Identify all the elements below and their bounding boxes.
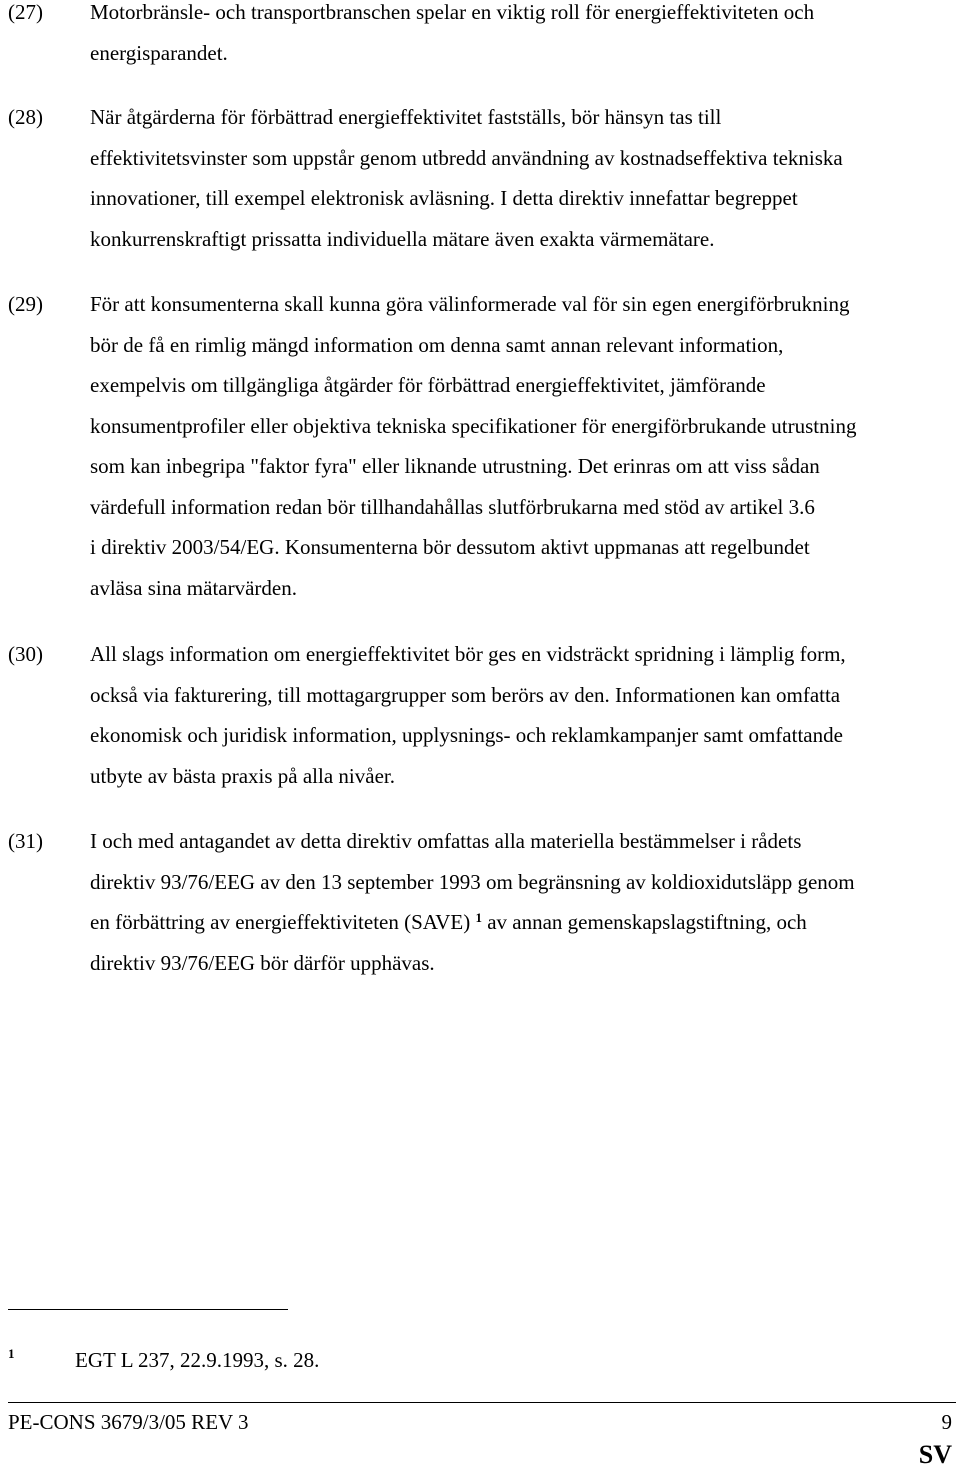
text-line: avläsa sina mätarvärden. xyxy=(90,575,297,600)
recital-text xyxy=(90,821,956,983)
recital-30 xyxy=(8,634,956,796)
text-line: bör de få en rimlig mängd information om denna samt annan relevant information, xyxy=(90,332,784,357)
document-reference: PE-CONS 3679/3/05 REV 3 xyxy=(8,1410,249,1434)
recital-text xyxy=(90,0,956,73)
recital-27 xyxy=(8,0,956,73)
text-line: också via fakturering, till mottagargrupper som berörs av den. Informationen kan omfatta xyxy=(90,682,841,707)
text-line: direktiv 93/76/EEG av den 13 september 1993 om begränsning av koldioxidutsläpp genom xyxy=(90,869,855,894)
text-line: direktiv 93/76/EEG bör därför upphävas. xyxy=(90,950,435,975)
recital-number: (30) xyxy=(8,642,43,666)
text-line: Motorbränsle- och transportbranschen spelar en viktig roll för energieffektiviteten och xyxy=(90,0,815,24)
text-line: konsumentprofiler eller objektiva tekniska specifikationer för energiförbrukande utrustning xyxy=(90,413,857,438)
recital-text xyxy=(90,97,956,259)
text-line: konkurrenskraftigt prissatta individuella mätare även exakta värmemätare. xyxy=(90,226,715,251)
recital-text xyxy=(90,284,956,608)
page-number: 9 xyxy=(941,1410,952,1434)
recital-number: (29) xyxy=(8,292,43,316)
recital-text xyxy=(90,634,956,796)
text-line: som kan inbegripa "faktor fyra" eller liknande utrustning. Det erinras om att viss sådan xyxy=(90,454,820,478)
text-line: exempelvis om tillgängliga åtgärder för förbättrad energieffektivitet, jämförande xyxy=(90,373,766,397)
text-line: För att konsumenterna skall kunna göra välinformerade val för sin egen energiförbrukning xyxy=(90,292,850,316)
recital-29 xyxy=(8,284,956,608)
language-code: SV xyxy=(918,1440,952,1469)
footnote-text: EGT L 237, 22.9.1993, s. 28. xyxy=(75,1348,320,1372)
text-line: innovationer, till exempel elektronisk avläsning. I detta direktiv innefattar begreppet xyxy=(90,186,798,210)
text-line: värdefull information redan bör tillhandahållas slutförbrukarna med stöd av artikel 3.6 xyxy=(90,494,815,519)
text-segment: av annan gemenskapslagstiftning, och xyxy=(481,910,807,934)
footnote-separator xyxy=(8,1309,288,1310)
recital-number: (31) xyxy=(8,829,43,853)
recital-number: (28) xyxy=(8,105,43,129)
recital-number: (27) xyxy=(8,0,43,24)
text-line: energisparandet. xyxy=(90,40,228,65)
recital-31 xyxy=(8,821,956,983)
text-segment: en förbättring av energieffektiviteten (SAVE) xyxy=(90,910,471,934)
text-line: effektivitetsvinster som uppstår genom utbredd användning av kostnadseffektiva tekniska xyxy=(90,145,843,170)
footnote-reference[interactable]: 1 xyxy=(475,910,482,925)
text-line-with-footnote xyxy=(90,902,956,943)
text-line: All slags information om energieffektivitet bör ges en vidsträckt spridning i lämplig form, xyxy=(90,642,846,666)
text-line: När åtgärderna för förbättrad energieffektivitet fastställs, bör hänsyn tas till xyxy=(90,105,722,129)
recital-28 xyxy=(8,97,956,259)
footnote xyxy=(8,1348,319,1372)
footer-separator xyxy=(8,1402,956,1403)
text-line: ekonomisk och juridisk information, upplysnings- och reklamkampanjer samt omfattande xyxy=(90,723,843,747)
text-line: I och med antagandet av detta direktiv omfattas alla materiella bestämmelser i rådets xyxy=(90,829,802,853)
text-line: i direktiv 2003/54/EG. Konsumenterna bör dessutom aktivt uppmanas att regelbundet xyxy=(90,535,810,559)
text-line: utbyte av bästa praxis på alla nivåer. xyxy=(90,763,395,788)
footnote-marker: 1 xyxy=(8,1346,15,1361)
